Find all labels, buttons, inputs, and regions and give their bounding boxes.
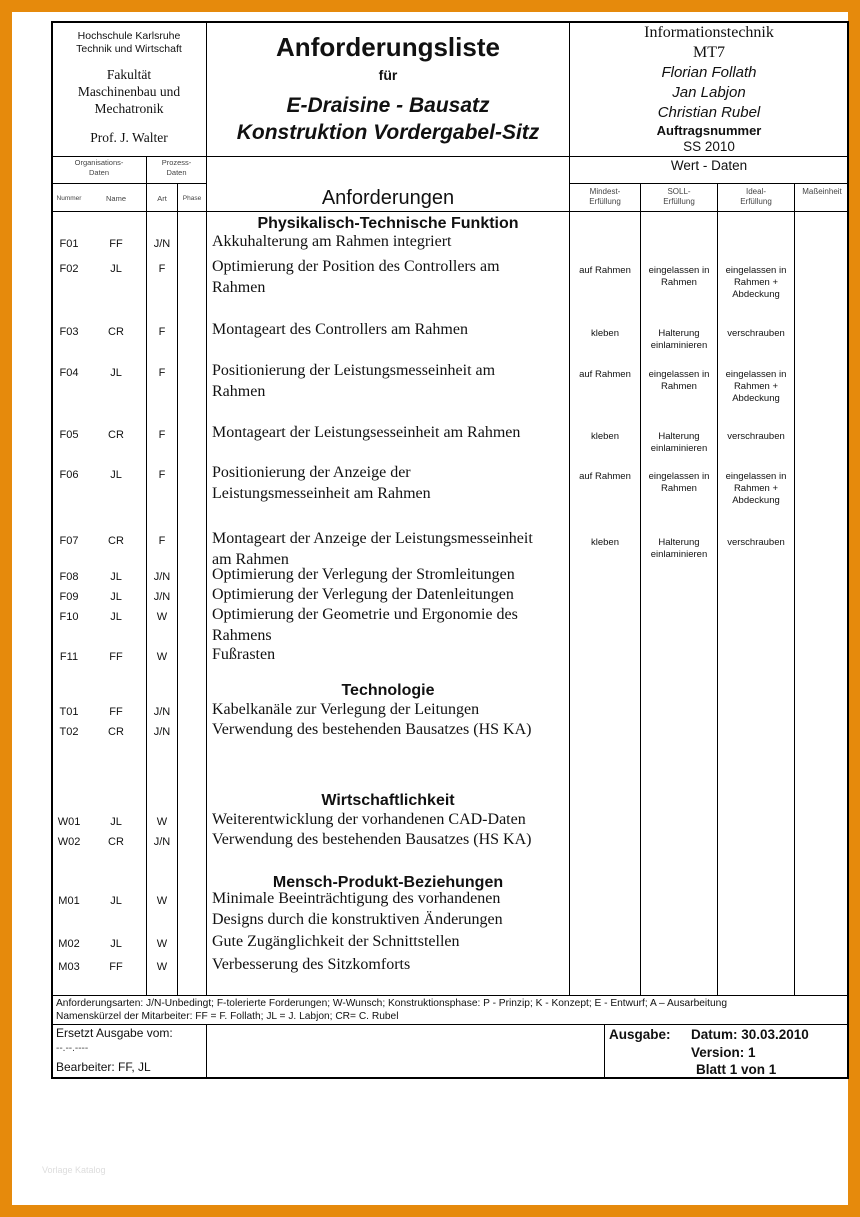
row-name: JL: [110, 611, 122, 623]
author-1: Florian Follath: [661, 64, 757, 81]
row-text: Kabelkanäle zur Verlegung der Leitungen: [212, 701, 480, 718]
column-header-divider: [51, 211, 849, 212]
row-number: M03: [58, 961, 80, 973]
row-number: F11: [59, 651, 79, 663]
row-ideal-fulfillment: verschrauben: [727, 328, 785, 339]
row-text: Gute Zugänglichkeit der Schnittstellen: [212, 933, 460, 950]
col-line-phase: [177, 183, 178, 995]
section-physical: Physikalisch-Technische Funktion: [257, 215, 519, 232]
row-number: F09: [59, 591, 79, 603]
row-type: W: [156, 895, 168, 907]
row-type: W: [156, 651, 168, 663]
document-sheet: [12, 12, 848, 1205]
org-data-header: Organisations- Daten: [74, 158, 124, 177]
section-technology: Technologie: [341, 682, 435, 699]
row-type: W: [156, 816, 168, 828]
col-soll: SOLL- Erfüllung: [663, 187, 695, 206]
row-number: F06: [59, 469, 79, 481]
title-for: für: [378, 67, 398, 83]
row-name: JL: [110, 263, 122, 275]
section-economy: Wirtschaftlichkeit: [321, 792, 455, 809]
row-text: Fußrasten: [212, 646, 276, 663]
row-name: CR: [108, 326, 124, 338]
legend-requirement-types: Anforderungsarten: J/N-Unbedingt; F-tolerierte Forderungen; W-Wunsch; Konstruktionsphase: P - Prinzip; K - Konzept; E - Entwurf; A – Ausarbeitung: [56, 998, 728, 1009]
row-text: Montageart des Controllers am Rahmen: [212, 321, 468, 338]
col-number: Nummer: [56, 195, 82, 202]
watermark: Vorlage Katalog: [42, 1165, 106, 1175]
row-min-fulfillment: auf Rahmen: [579, 471, 631, 482]
row-name: JL: [110, 816, 122, 828]
order-number-label: Auftragsnummer: [656, 123, 762, 138]
row-text: Verbesserung des Sitzkomforts: [212, 956, 411, 973]
row-type: F: [158, 535, 166, 547]
row-number: T01: [59, 706, 79, 718]
footer-col-line-2: [604, 1024, 605, 1079]
row-number: F04: [59, 367, 79, 379]
row-number: F03: [59, 326, 79, 338]
row-number: T02: [59, 726, 79, 738]
row-text: Montageart der Leistungsesseinheit am Rahmen: [212, 424, 521, 441]
row-name: JL: [110, 895, 122, 907]
row-type: J/N: [153, 238, 171, 250]
row-name: JL: [110, 469, 122, 481]
footer-divider-2: [51, 1024, 849, 1025]
col-name: Name: [105, 194, 126, 203]
row-name: FF: [109, 706, 123, 718]
row-type: J/N: [153, 706, 171, 718]
row-text: Verwendung des bestehenden Bausatzes (HS KA): [212, 831, 532, 848]
row-type: W: [156, 611, 168, 623]
row-soll-fulfillment: Halterung einlaminieren: [650, 328, 708, 351]
row-soll-fulfillment: eingelassen in Rahmen: [648, 471, 710, 494]
row-type: F: [158, 469, 166, 481]
faculty-line1: Fakultät: [106, 67, 152, 82]
replaces-value: --.--.----: [56, 1043, 89, 1054]
row-ideal-fulfillment: verschrauben: [727, 431, 785, 442]
row-name: FF: [109, 651, 123, 663]
process-data-header: Prozess- Daten: [161, 158, 192, 177]
row-text: Montageart der Anzeige der Leistungsmesseinheit am Rahmen: [212, 530, 533, 568]
faculty-line3: Mechatronik: [94, 101, 164, 116]
author-3: Christian Rubel: [657, 104, 761, 121]
row-ideal-fulfillment: eingelassen in Rahmen + Abdeckung: [725, 369, 787, 404]
row-soll-fulfillment: eingelassen in Rahmen: [648, 369, 710, 392]
row-number: M01: [58, 895, 80, 907]
col-unit: Maßeinheit: [802, 187, 842, 196]
row-min-fulfillment: kleben: [591, 537, 619, 548]
row-number: W02: [57, 836, 81, 848]
row-number: M02: [58, 938, 80, 950]
author-2: Jan Labjon: [672, 84, 746, 101]
row-number: F10: [59, 611, 79, 623]
row-type: W: [156, 938, 168, 950]
row-name: FF: [109, 961, 123, 973]
row-soll-fulfillment: Halterung einlaminieren: [650, 537, 708, 560]
row-text: Minimale Beeinträchtigung des vorhandenen Designs durch die konstruktiven Änderungen: [212, 890, 503, 928]
document-title: Anforderungsliste: [276, 32, 500, 62]
header-divider: [51, 156, 849, 157]
row-text: Optimierung der Verlegung der Stromleitungen: [212, 566, 515, 583]
project-line1: E-Draisine - Bausatz: [286, 94, 490, 117]
professor-name: Prof. J. Walter: [90, 130, 168, 145]
col-value-data: Wert - Daten: [670, 158, 748, 173]
row-min-fulfillment: auf Rahmen: [579, 265, 631, 276]
row-type: J/N: [153, 571, 171, 583]
replaces-label: Ersetzt Ausgabe vom:: [56, 1026, 173, 1040]
col-min: Mindest- Erfüllung: [589, 187, 621, 206]
row-type: F: [158, 326, 166, 338]
row-ideal-fulfillment: eingelassen in Rahmen + Abdeckung: [725, 265, 787, 300]
row-type: J/N: [153, 726, 171, 738]
row-text: Optimierung der Geometrie und Ergonomie des Rahmens: [212, 606, 518, 644]
col-ideal: Ideal- Erfüllung: [740, 187, 772, 206]
row-number: F07: [59, 535, 79, 547]
footer-col-line: [206, 1024, 207, 1079]
row-type: F: [158, 429, 166, 441]
row-number: W01: [57, 816, 81, 828]
row-soll-fulfillment: Halterung einlaminieren: [650, 431, 708, 454]
row-number: F01: [59, 238, 79, 250]
row-min-fulfillment: kleben: [591, 431, 619, 442]
project-line2: Konstruktion Vordergabel-Sitz: [236, 121, 540, 144]
row-text: Optimierung der Verlegung der Datenleitungen: [212, 586, 514, 603]
faculty-line2: Maschinenbau und: [77, 84, 181, 99]
legend-name-abbreviations: Namenskürzel der Mitarbeiter: FF = F. Follath; JL = J. Labjon; CR= C. Rubel: [56, 1011, 399, 1022]
section-human: Mensch-Produkt-Beziehungen: [272, 874, 504, 891]
row-ideal-fulfillment: eingelassen in Rahmen + Abdeckung: [725, 471, 787, 506]
course-code: MT7: [693, 44, 725, 61]
course-name: Informationstechnik: [644, 24, 774, 41]
row-type: J/N: [153, 836, 171, 848]
row-type: F: [158, 263, 166, 275]
row-name: JL: [110, 591, 122, 603]
col-line-unit: [794, 183, 795, 995]
col-requirements: Anforderungen: [321, 187, 455, 209]
row-name: CR: [108, 429, 124, 441]
row-type: W: [156, 961, 168, 973]
col-phase: Phase: [182, 195, 202, 202]
row-text: Akkuhalterung am Rahmen integriert: [212, 233, 452, 250]
edition-version: Version: 1: [691, 1045, 756, 1060]
row-soll-fulfillment: eingelassen in Rahmen: [648, 265, 710, 288]
col-type: Art: [157, 194, 167, 203]
row-name: CR: [108, 726, 124, 738]
org-header-divider: [51, 183, 206, 184]
edition-date: Datum: 30.03.2010: [691, 1027, 809, 1042]
value-header-divider: [569, 183, 849, 184]
row-ideal-fulfillment: verschrauben: [727, 537, 785, 548]
sheet-number: Blatt 1 von 1: [696, 1062, 777, 1077]
row-text: Weiterentwicklung der vorhandenen CAD-Daten: [212, 811, 526, 828]
row-name: JL: [110, 938, 122, 950]
row-number: F05: [59, 429, 79, 441]
footer-divider: [51, 995, 849, 996]
row-name: CR: [108, 836, 124, 848]
row-type: F: [158, 367, 166, 379]
row-name: JL: [110, 367, 122, 379]
row-min-fulfillment: kleben: [591, 328, 619, 339]
editor: Bearbeiter: FF, JL: [56, 1060, 151, 1074]
school-line2: Technik und Wirtschaft: [76, 43, 182, 55]
col-line-soll: [640, 183, 641, 995]
row-name: FF: [109, 238, 123, 250]
row-number: F08: [59, 571, 79, 583]
row-text: Verwendung des bestehenden Bausatzes (HS KA): [212, 721, 532, 738]
row-name: CR: [108, 535, 124, 547]
row-text: Positionierung der Anzeige der Leistungsmesseinheit am Rahmen: [212, 464, 431, 502]
row-type: J/N: [153, 591, 171, 603]
row-number: F02: [59, 263, 79, 275]
col-line-requirements: [206, 21, 207, 995]
row-text: Positionierung der Leistungsmesseinheit am Rahmen: [212, 362, 496, 400]
row-text: Optimierung der Position des Controllers am Rahmen: [212, 258, 500, 296]
edition-label: Ausgabe:: [609, 1027, 671, 1042]
col-line-ideal: [717, 183, 718, 995]
row-min-fulfillment: auf Rahmen: [579, 369, 631, 380]
school-line1: Hochschule Karlsruhe: [77, 30, 181, 42]
semester: SS 2010: [683, 139, 735, 154]
row-name: JL: [110, 571, 122, 583]
